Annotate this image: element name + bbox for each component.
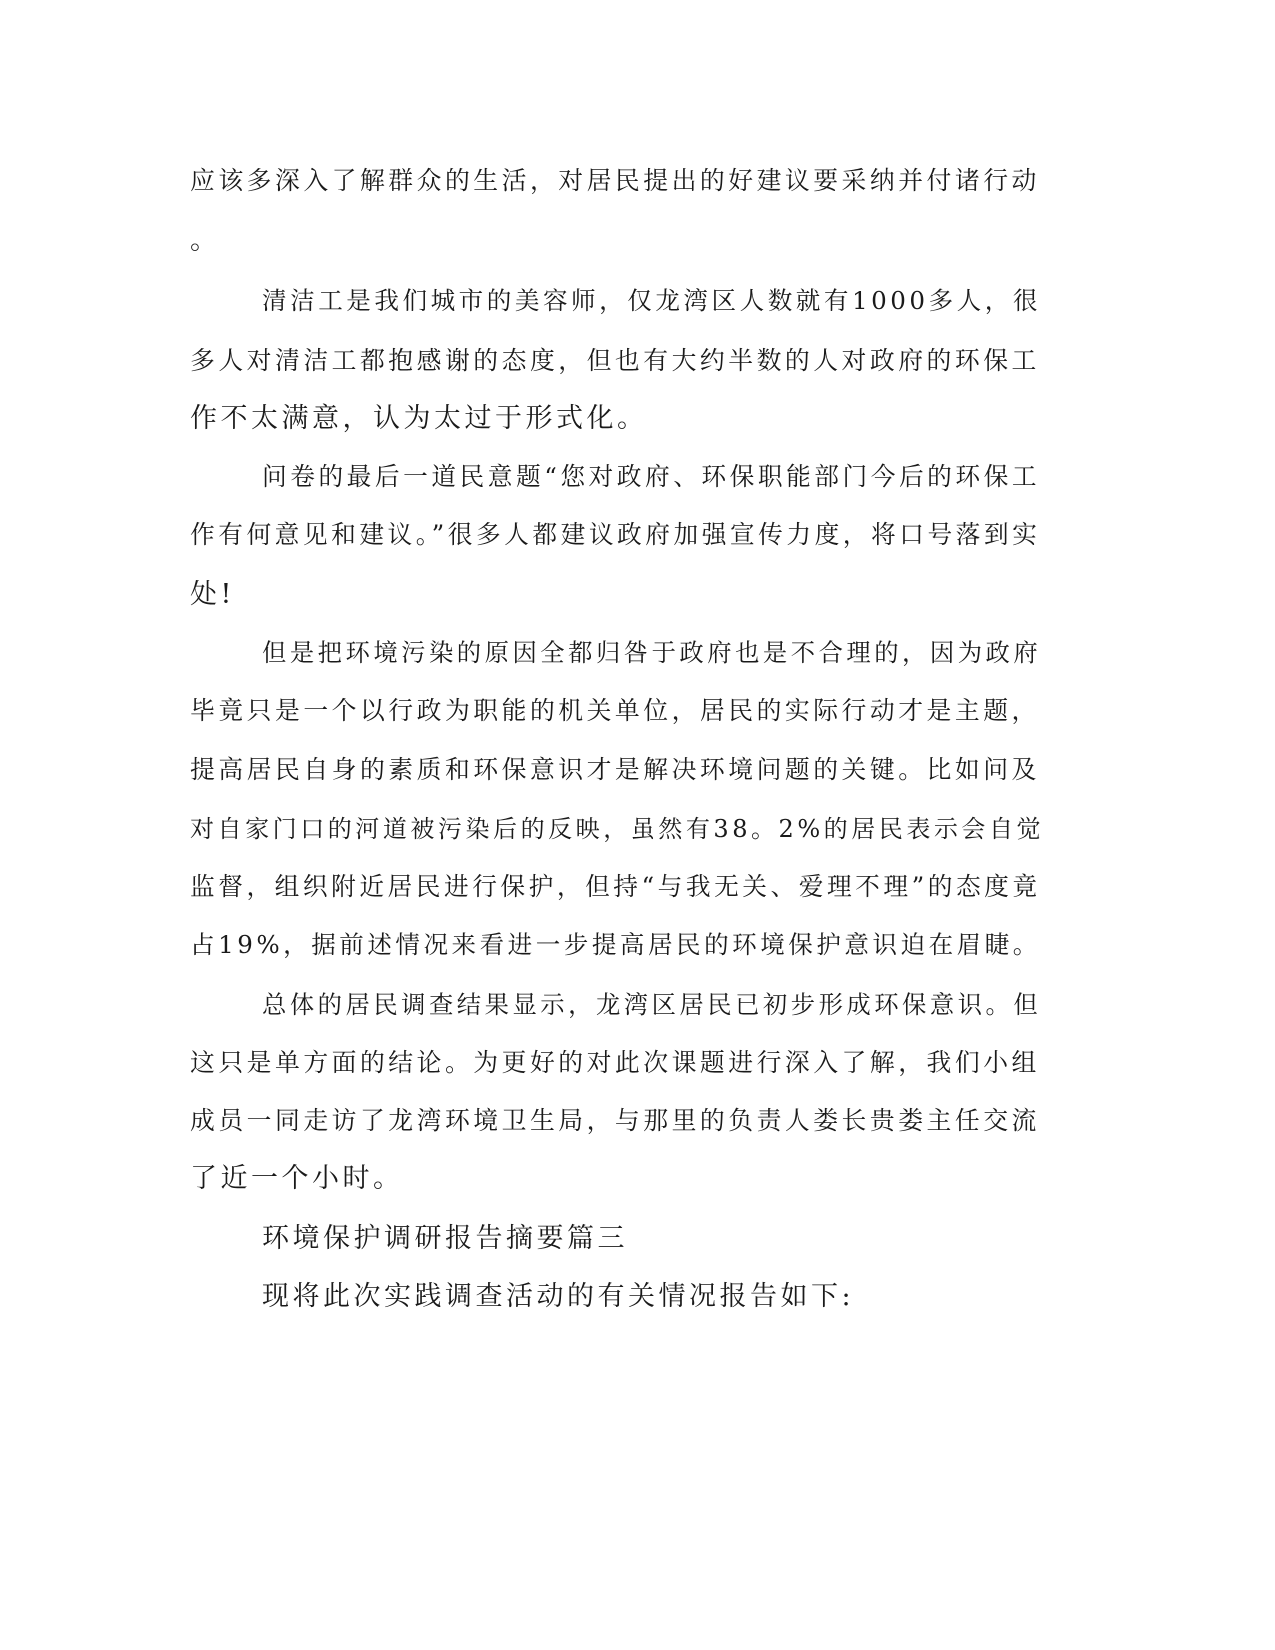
text-line: 毕竟只是一个以行政为职能的机关单位，居民的实际行动才是主题， — [190, 696, 1040, 725]
text-line: 问卷的最后一道民意题“您对政府、环保职能部门今后的环保工 — [262, 462, 1041, 491]
text-line: 监督，组织附近居民进行保护，但持“与我无关、爱理不理”的态度竟 — [190, 872, 1041, 901]
text-line: 成员一同走访了龙湾环境卫生局，与那里的负责人娄长贵娄主任交流 — [190, 1106, 1040, 1135]
text-line: 了近一个小时。 — [190, 1163, 404, 1194]
text-line: 多人对清洁工都抱感谢的态度，但也有大约半数的人对政府的环保工 — [190, 346, 1040, 375]
text-line: 总体的居民调查结果显示，龙湾区居民已初步形成环保意识。但 — [262, 990, 1042, 1019]
text-line: 占19%，据前述情况来看进一步提高居民的环境保护意识迫在眉睫。 — [190, 930, 1041, 959]
section-heading: 环境保护调研报告摘要篇三 — [262, 1223, 628, 1254]
text-line: 作有何意见和建议。”很多人都建议政府加强宣传力度，将口号落到实 — [190, 520, 1041, 549]
text-line: 作不太满意，认为太过于形式化。 — [190, 403, 648, 434]
text-line: 现将此次实践调查活动的有关情况报告如下: — [262, 1281, 855, 1312]
text-line: 但是把环境污染的原因全都归咎于政府也是不合理的，因为政府 — [262, 638, 1042, 667]
text-line: 清洁工是我们城市的美容师，仅龙湾区人数就有1000多人，很 — [262, 286, 1041, 315]
text-line: 应该多深入了解群众的生活，对居民提出的好建议要采纳并付诸行动 — [190, 166, 1040, 195]
text-line: 。 — [190, 225, 221, 256]
text-line: 处! — [190, 579, 235, 610]
text-line: 对自家门口的河道被污染后的反映，虽然有38。2%的居民表示会自觉 — [190, 815, 1045, 843]
text-line: 提高居民自身的素质和环保意识才是解决环境问题的关键。比如问及 — [190, 755, 1040, 784]
text-line: 这只是单方面的结论。为更好的对此次课题进行深入了解，我们小组 — [190, 1048, 1040, 1077]
